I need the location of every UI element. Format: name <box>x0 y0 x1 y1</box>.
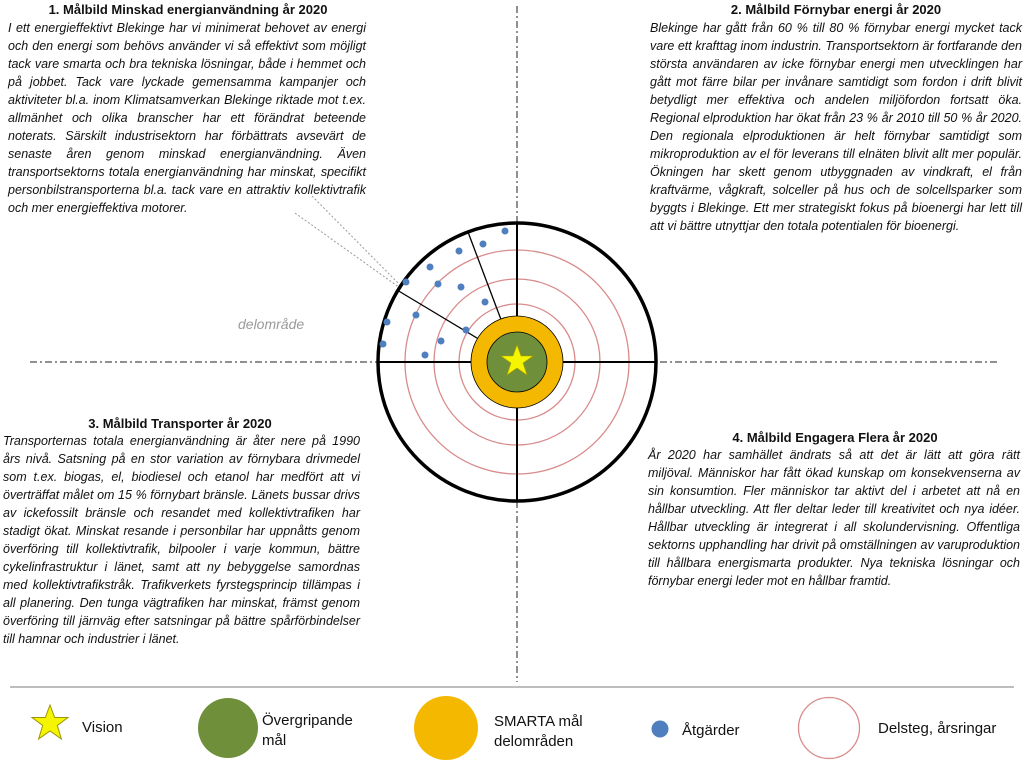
q1-text: I ett energieffektivt Blekinge har vi minimerat behovet av energi och den energi som behövs använder vi så effektivt som möjligt tack vare smarta och bra tekniska lösningar, både i hemmet och på jobbet. Tack vare lyckade gemensamma kampanjer och aktiviteter bl.a. inom Klimatsamverkan Blekinge riktade mot t.ex. allmänhet och olika branscher har ett förändrat beteende noterats. Särskilt industrisektorn har förbättrats avsevärt de senaste åren genom minskad energianvändning. Även transportsektorns totala energianvändning har minskat, specifikt personbilstransporterna bl.a. tack vare en attraktiv kollektivtrafik och mer energieffektiva motorer. <box>8 21 366 215</box>
q4-text: År 2020 har samhället ändrats så att det är lätt att göra rätt miljöval. Människor har fått ökad kunskap om konsekvenserna av sin konsumtion. Fler människor tar aktivt del i arbetet att nå en hållbar utveckling. Att fler deltar leder till kreativitet och nya idéer. Hållbar utveckling är integrerat i all skolundervisning. Offentliga sektorns upphandling har drivit på omställningen av varuproduktion till hållbara energismarta produkter. Nya tekniska lösningar och förnybar energi leder mot en hållbar framtid. <box>648 448 1020 588</box>
action-dot <box>502 228 509 235</box>
legend-milestones-label: Delsteg, årsringar <box>878 720 997 737</box>
q4-title: 4. Målbild Engagera Flera år 2020 <box>732 430 938 445</box>
action-dot <box>458 284 465 291</box>
legend-divider <box>10 686 1014 688</box>
q2-text: Blekinge har gått från 60 % till 80 % förnybar energi mycket tack vare ett krafttag inom industrin. Transportsektorn är fortfarande den största användaren av icke förnybar energi men utvecklingen har gått mot färre bilar per invånare samtidigt som fordon i drift blivit betydligt mer effektiva och andelen miljöfordon fortsatt öka. Regional elproduktion har ökat från 23 % år 2010 till 50 % år 2020. Den regionala elproduktionen är helt förnybar samtidigt som mikroproduktion av el för leverans till elnäten blivit allt mer populär. Ökningen har skett genom utbyggnaden av vindkraft, el från kraftvärme, vågkraft, solceller på hus och de solcellsparker som byggts i Blekinge. Ett mer strategiskt fokus på bioenergi har lett till att vi bättre utnyttjar den totala potentialen för bioenergi. <box>650 21 1022 233</box>
q3-title: 3. Målbild Transporter år 2020 <box>88 416 272 431</box>
action-dot <box>427 264 434 271</box>
legend-smart-goals-label: SMARTA mål delområden <box>494 713 583 750</box>
action-dot <box>413 312 420 319</box>
leader-line-inner <box>312 196 398 283</box>
legend-vision-star-icon <box>30 703 70 743</box>
action-dot <box>463 327 470 334</box>
action-dot <box>384 319 391 326</box>
legend-vision-label: Vision <box>82 719 123 736</box>
action-dot <box>438 338 445 345</box>
legend-actions-label: Åtgärder <box>682 722 740 739</box>
legend-actions-icon <box>650 719 670 739</box>
legend-milestones-icon <box>797 696 861 760</box>
q1-title: 1. Målbild Minskad energianvändning år 2020 <box>48 2 328 17</box>
action-dot <box>422 352 429 359</box>
action-dot <box>456 248 463 255</box>
legend-smart-goals-icon <box>413 695 479 761</box>
legend-overarching-goal-label: Övergripande mål <box>262 712 353 749</box>
action-dot <box>480 241 487 248</box>
q2-title: 2. Målbild Förnybar energi år 2020 <box>730 2 942 17</box>
q3-text: Transporternas totala energianvändning är åter nere på 1990 års nivå. Satsning på en stor variation av förnybara drivmedel som t.ex. biogas, el, biodiesel och etanol har medfört att vi överträffat målet om 15 % förnybart bränsle. Länets bussar drivs av ickefossilt bränsle och resandet med kollektivtrafiken har stadigt ökat. Minskat resande i personbilar har uppnåtts genom överföring till kollektivtrafik, bilpooler i varje kommun, bättre cykelinfrastruktur i länet, samt att ny bebyggelse samordnas med kollektivtrafikstråk. Trafikverkets fyrstegsprincip tillämpas i all planering. Den tunga vägtrafiken har minskat, främst genom överföring till järnväg efter satsningar på bättre spårförbindelser till hamnar och industrier i länet. <box>3 434 360 646</box>
action-dot <box>403 279 410 286</box>
legend-overarching-goal-icon <box>197 697 259 759</box>
action-dot <box>435 281 442 288</box>
action-dot <box>380 341 387 348</box>
subarea-label: delområde <box>238 316 305 332</box>
action-dot <box>482 299 489 306</box>
